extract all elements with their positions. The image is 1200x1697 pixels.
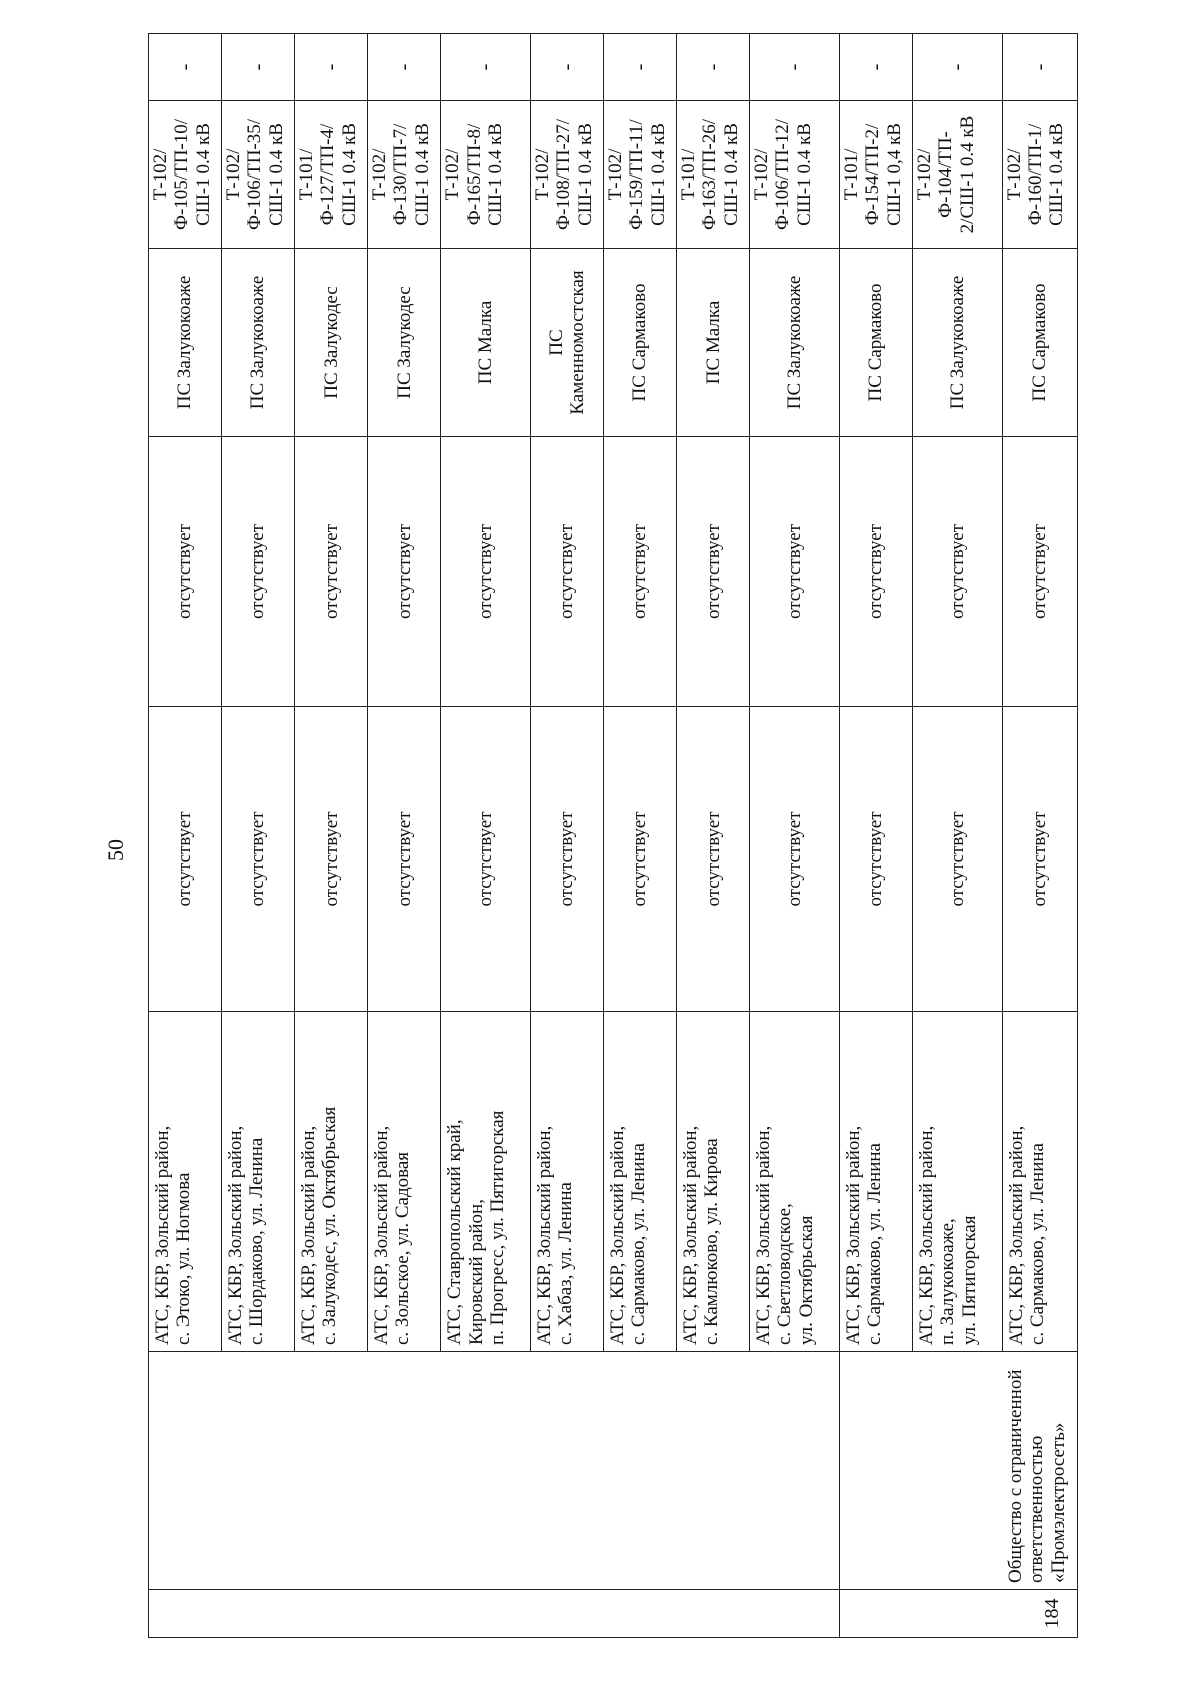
dash-cell: -: [604, 34, 677, 101]
address-cell: АТС, КБР, Зольский район, п. Залукокоаже, ул. Пятигорская: [913, 1012, 1003, 1352]
connection-point-cell: Т-101/ Ф-154/ТП-2/ СШ-1 0,4 кВ: [839, 101, 912, 249]
dash-cell: -: [839, 34, 912, 101]
address-cell: АТС, КБР, Зольский район, с. Сармаково, ул. Ленина: [1002, 1012, 1077, 1352]
connection-point-cell: Т-102/ Ф-165/ТП-8/ СШ-1 0.4 кВ: [441, 101, 531, 249]
connection-point-cell: Т-101/ Ф-163/ТП-26/ СШ-1 0.4 кВ: [677, 101, 750, 249]
status-cell-b: отсутствует: [531, 437, 604, 707]
status-cell-b: отсутствует: [913, 437, 1003, 707]
dash-cell: -: [913, 34, 1003, 101]
status-cell-a: отсутствует: [1002, 707, 1077, 1012]
status-cell-a: отсутствует: [222, 707, 295, 1012]
substation-cell: ПС Сармаково: [604, 249, 677, 437]
rotated-table-container: [148, 34, 1078, 1638]
status-cell-b: отсутствует: [368, 437, 441, 707]
status-cell-a: отсутствует: [839, 707, 912, 1012]
status-cell-b: отсутствует: [295, 437, 368, 707]
empty-number-cell: [149, 1590, 840, 1638]
connection-point-cell: Т-102/ Ф-108/ТП-27/ СШ-1 0.4 кВ: [531, 101, 604, 249]
substation-cell: ПС Малка: [441, 249, 531, 437]
status-cell-b: отсутствует: [1002, 437, 1077, 707]
address-cell: АТС, КБР, Зольский район, с. Шордаково, ул. Ленина: [222, 1012, 295, 1352]
address-cell: АТС, КБР, Зольский район, с. Сармаково, ул. Ленина: [839, 1012, 912, 1352]
status-cell-b: отсутствует: [839, 437, 912, 707]
address-cell: АТС, Ставропольский край, Кировский район, п. Прогресс, ул. Пятигорская: [441, 1012, 531, 1352]
address-cell: АТС, КБР, Зольский район, с. Зольское, ул. Садовая: [368, 1012, 441, 1352]
substation-cell: ПС Залукокоаже: [750, 249, 840, 437]
data-table: [148, 33, 1078, 1638]
dash-cell: -: [1002, 34, 1077, 101]
dash-cell: -: [295, 34, 368, 101]
dash-cell: -: [750, 34, 840, 101]
substation-cell: ПС Малка: [677, 249, 750, 437]
address-cell: АТС, КБР, Зольский район, с. Этоко, ул. Ногмова: [149, 1012, 222, 1352]
status-cell-b: отсутствует: [222, 437, 295, 707]
status-cell-a: отсутствует: [441, 707, 531, 1012]
connection-point-cell: Т-102/ Ф-159/ТП-11/ СШ-1 0.4 кВ: [604, 101, 677, 249]
status-cell-a: отсутствует: [677, 707, 750, 1012]
address-cell: АТС, КБР, Зольский район, с. Сармаково, ул. Ленина: [604, 1012, 677, 1352]
substation-cell: ПС Залукокоаже: [913, 249, 1003, 437]
status-cell-a: отсутствует: [368, 707, 441, 1012]
status-cell-b: отсутствует: [677, 437, 750, 707]
table-row: [839, 34, 912, 1638]
empty-organization-cell: [149, 1352, 840, 1590]
status-cell-a: отсутствует: [604, 707, 677, 1012]
status-cell-b: отсутствует: [750, 437, 840, 707]
connection-point-cell: Т-102/ Ф-104/ТП- 2/СШ-1 0.4 кВ: [913, 101, 1003, 249]
status-cell-a: отсутствует: [531, 707, 604, 1012]
connection-point-cell: Т-102/ Ф-105/ТП-10/ СШ-1 0.4 кВ: [149, 101, 222, 249]
address-cell: АТС, КБР, Зольский район, с. Залукодес, ул. Октябрьская: [295, 1012, 368, 1352]
connection-point-cell: Т-102/ Ф-106/ТП-12/ СШ-1 0.4 кВ: [750, 101, 840, 249]
table-row: [149, 34, 222, 1638]
dash-cell: -: [677, 34, 750, 101]
dash-cell: -: [531, 34, 604, 101]
substation-cell: ПС Сармаково: [1002, 249, 1077, 437]
status-cell-a: отсутствует: [295, 707, 368, 1012]
address-cell: АТС, КБР, Зольский район, с. Хабаз, ул. Ленина: [531, 1012, 604, 1352]
substation-cell: ПС Залукокоаже: [222, 249, 295, 437]
substation-cell: ПС Залукодес: [295, 249, 368, 437]
substation-cell: ПС Залукодес: [368, 249, 441, 437]
record-number: 184: [839, 1590, 1077, 1638]
page-number: 50: [103, 839, 128, 861]
substation-cell: ПС Залукокоаже: [149, 249, 222, 437]
status-cell-a: отсутствует: [149, 707, 222, 1012]
dash-cell: -: [149, 34, 222, 101]
status-cell-b: отсутствует: [149, 437, 222, 707]
connection-point-cell: Т-102/ Ф-106/ТП-35/ СШ-1 0.4 кВ: [222, 101, 295, 249]
organization-name: Общество с ограниченной ответственностью «Промэлектросеть»: [839, 1352, 1077, 1590]
address-cell: АТС, КБР, Зольский район, с. Светловодское, ул. Октябрьская: [750, 1012, 840, 1352]
substation-cell: ПС Каменномостская: [531, 249, 604, 437]
connection-point-cell: Т-102/ Ф-160/ТП-1/ СШ-1 0.4 кВ: [1002, 101, 1077, 249]
status-cell-a: отсутствует: [913, 707, 1003, 1012]
dash-cell: -: [368, 34, 441, 101]
status-cell-b: отсутствует: [441, 437, 531, 707]
address-cell: АТС, КБР, Зольский район, с. Камлюково, ул. Кирова: [677, 1012, 750, 1352]
status-cell-a: отсутствует: [750, 707, 840, 1012]
connection-point-cell: Т-102/ Ф-130/ТП-7/ СШ-1 0.4 кВ: [368, 101, 441, 249]
connection-point-cell: Т-101/ Ф-127/ТП-4/ СШ-1 0.4 кВ: [295, 101, 368, 249]
substation-cell: ПС Сармаково: [839, 249, 912, 437]
status-cell-b: отсутствует: [604, 437, 677, 707]
dash-cell: -: [222, 34, 295, 101]
table-body: [149, 34, 1078, 1638]
dash-cell: -: [441, 34, 531, 101]
